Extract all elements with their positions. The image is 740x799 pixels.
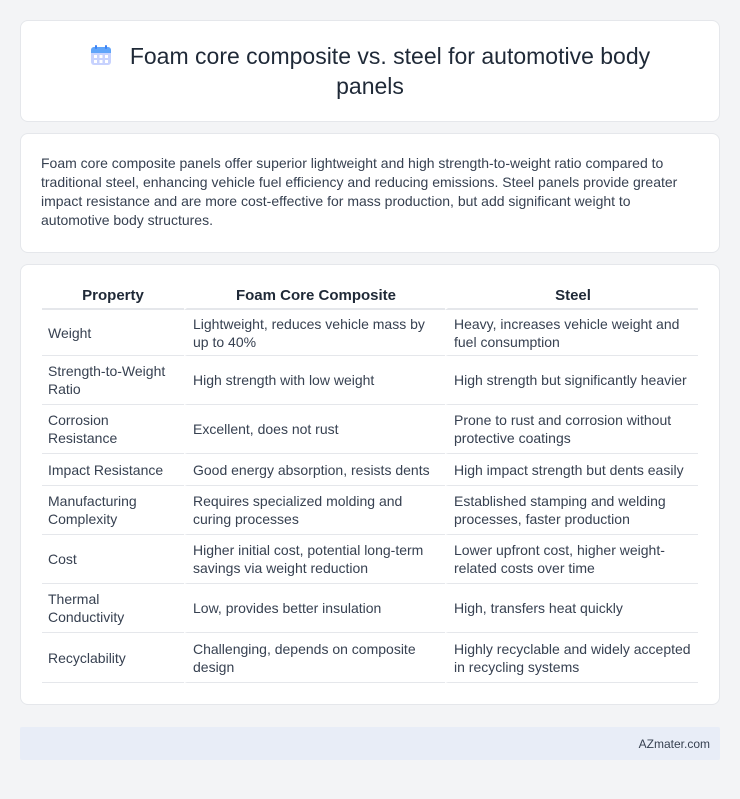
property-cell: Impact Resistance [42, 454, 184, 486]
table-row [42, 486, 698, 535]
composite-cell: High strength with low weight [184, 356, 445, 405]
property-cell: Strength-to-Weight Ratio [42, 356, 184, 405]
comparison-table [42, 283, 698, 683]
table-row [42, 405, 698, 454]
steel-cell: High, transfers heat quickly [445, 584, 698, 633]
steel-cell: Lower upfront cost, higher weight-related costs over time [445, 535, 698, 584]
composite-cell: Challenging, depends on composite design [184, 633, 445, 683]
table-header-row [42, 283, 698, 310]
table-row [42, 454, 698, 486]
footer-brand: AZmater.com [638, 736, 710, 751]
intro-card [20, 133, 720, 253]
comparison-table-card [20, 264, 720, 705]
property-cell: Manufacturing Complexity [42, 486, 184, 535]
property-cell: Corrosion Resistance [42, 405, 184, 454]
column-header-property: Property [42, 283, 184, 310]
composite-cell: Good energy absorption, resists dents [184, 454, 445, 486]
title-card [20, 20, 720, 122]
table-row [42, 535, 698, 584]
page-title-text: Foam core composite vs. steel for automotive body panels [129, 43, 651, 99]
steel-cell: High strength but significantly heavier [445, 356, 698, 405]
property-cell: Recyclability [42, 633, 184, 683]
composite-cell: Lightweight, reduces vehicle mass by up to 40% [184, 310, 445, 356]
property-cell: Thermal Conductivity [42, 584, 184, 633]
table-row [42, 356, 698, 405]
property-cell: Weight [42, 310, 184, 356]
property-cell: Cost [42, 535, 184, 584]
steel-cell: High impact strength but dents easily [445, 454, 698, 486]
composite-cell: Low, provides better insulation [184, 584, 445, 633]
page-title [61, 41, 679, 101]
steel-cell: Highly recyclable and widely accepted in recycling systems [445, 633, 698, 683]
table-row [42, 310, 698, 356]
composite-cell: Excellent, does not rust [184, 405, 445, 454]
footer [20, 727, 720, 760]
table-row [42, 633, 698, 683]
steel-cell: Prone to rust and corrosion without protective coatings [445, 405, 698, 454]
steel-cell: Heavy, increases vehicle weight and fuel consumption [445, 310, 698, 356]
table-row [42, 584, 698, 633]
composite-cell: Higher initial cost, potential long-term savings via weight reduction [184, 535, 445, 584]
steel-cell: Established stamping and welding processes, faster production [445, 486, 698, 535]
column-header-foam-core-composite: Foam Core Composite [184, 283, 445, 310]
column-header-steel: Steel [445, 283, 698, 310]
composite-cell: Requires specialized molding and curing processes [184, 486, 445, 535]
calendar-icon [90, 44, 112, 66]
intro-text: Foam core composite panels offer superior lightweight and high strength-to-weight ratio compared to traditional steel, enhancing vehicle fuel efficiency and reducing emissions. Steel panels provide greater impact resistance and are more cost-effective for mass production, but add significant weight to automotive body structures. [41, 155, 678, 228]
